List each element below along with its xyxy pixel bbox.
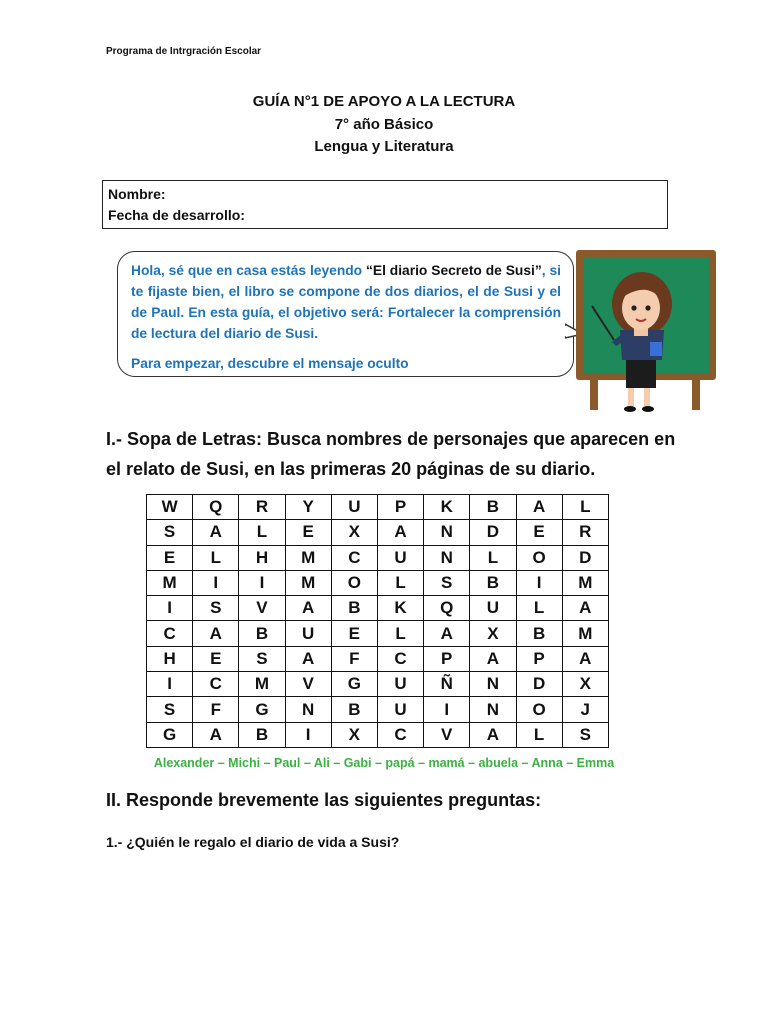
grid-cell: B <box>239 722 285 747</box>
grid-cell: N <box>470 697 516 722</box>
grid-cell: L <box>562 495 608 520</box>
grid-cell: A <box>470 646 516 671</box>
grid-cell: U <box>331 495 377 520</box>
grade-level: 7° año Básico <box>334 116 434 133</box>
grid-cell: H <box>147 646 193 671</box>
grid-row <box>147 520 609 545</box>
grid-cell: X <box>562 672 608 697</box>
grid-cell: Y <box>285 495 331 520</box>
grid-cell: B <box>470 495 516 520</box>
grid-cell: G <box>239 697 285 722</box>
grid-cell: H <box>239 545 285 570</box>
grid-cell: M <box>562 570 608 595</box>
character-names-list: Alexander – Michi – Paul – Ali – Gabi – papá – mamá – abuela – Anna – Emma <box>153 756 615 770</box>
grid-cell: I <box>285 722 331 747</box>
bubble-rest: , si te fijaste bien, el libro se compone de dos diarios, el de Susi y el de Paul. En esta guía, el objetivo será: Fortalecer la comprensión de lectura del diario de Susi. <box>131 263 561 341</box>
bubble-cut-text: Para empezar, descubre el mensaje oculto <box>131 356 409 371</box>
grid-cell: O <box>516 697 562 722</box>
grid-cell: U <box>377 672 423 697</box>
grid-cell: R <box>239 495 285 520</box>
bubble-intro: Hola, sé que en casa estás leyendo <box>131 263 366 278</box>
grid-cell: Q <box>424 596 470 621</box>
grid-cell: U <box>377 697 423 722</box>
grid-cell: L <box>193 545 239 570</box>
program-name: Programa de Intrgración Escolar <box>106 46 262 57</box>
grid-cell: F <box>193 697 239 722</box>
grid-cell: D <box>516 672 562 697</box>
question-1: 1.- ¿Quién le regalo el diario de vida a Susi? <box>106 834 400 850</box>
grid-cell: X <box>331 722 377 747</box>
grid-cell: B <box>331 697 377 722</box>
grid-row <box>147 495 609 520</box>
grid-cell: G <box>147 722 193 747</box>
grid-cell: U <box>285 621 331 646</box>
grid-cell: F <box>331 646 377 671</box>
grid-row <box>147 596 609 621</box>
grid-cell: A <box>285 596 331 621</box>
grid-row <box>147 621 609 646</box>
grid-cell: S <box>147 520 193 545</box>
grid-cell: R <box>562 520 608 545</box>
grid-cell: Ñ <box>424 672 470 697</box>
grid-cell: D <box>470 520 516 545</box>
grid-cell: Q <box>193 495 239 520</box>
grid-row <box>147 672 609 697</box>
guide-title: GUÍA N°1 DE APOYO A LA LECTURA <box>252 93 516 110</box>
grid-cell: C <box>331 545 377 570</box>
grid-cell: U <box>377 545 423 570</box>
grid-cell: A <box>193 520 239 545</box>
grid-cell: I <box>147 672 193 697</box>
grid-cell: O <box>516 545 562 570</box>
student-info-box <box>102 180 668 229</box>
grid-cell: S <box>424 570 470 595</box>
grid-cell: X <box>470 621 516 646</box>
grid-cell: P <box>516 646 562 671</box>
bubble-text <box>131 260 561 344</box>
grid-cell: W <box>147 495 193 520</box>
grid-cell: A <box>377 520 423 545</box>
name-label: Nombre: <box>108 186 166 202</box>
grid-cell: O <box>331 570 377 595</box>
grid-cell: A <box>193 621 239 646</box>
grid-cell: C <box>377 646 423 671</box>
grid-cell: K <box>424 495 470 520</box>
speech-bubble <box>117 251 574 377</box>
word-search-grid <box>146 494 609 748</box>
date-label: Fecha de desarrollo: <box>108 207 245 223</box>
grid-cell: A <box>562 596 608 621</box>
grid-cell: L <box>377 570 423 595</box>
grid-cell: I <box>193 570 239 595</box>
grid-cell: S <box>193 596 239 621</box>
grid-cell: I <box>424 697 470 722</box>
grid-cell: M <box>147 570 193 595</box>
book-title: “El diario Secreto de Susi” <box>365 263 542 278</box>
grid-cell: E <box>147 545 193 570</box>
grid-cell: N <box>470 672 516 697</box>
grid-cell: N <box>285 697 331 722</box>
grid-cell: I <box>239 570 285 595</box>
subject: Lengua y Literatura <box>314 138 454 155</box>
teacher-illustration <box>570 248 720 413</box>
grid-cell: S <box>147 697 193 722</box>
grid-cell: C <box>147 621 193 646</box>
grid-cell: M <box>285 545 331 570</box>
grid-cell: B <box>470 570 516 595</box>
grid-row <box>147 646 609 671</box>
grid-cell: L <box>516 722 562 747</box>
grid-cell: M <box>285 570 331 595</box>
grid-cell: D <box>562 545 608 570</box>
grid-cell: L <box>377 621 423 646</box>
grid-cell: P <box>377 495 423 520</box>
grid-cell: A <box>470 722 516 747</box>
grid-row <box>147 570 609 595</box>
grid-cell: C <box>193 672 239 697</box>
grid-cell: G <box>331 672 377 697</box>
grid-cell: N <box>424 520 470 545</box>
grid-cell: L <box>239 520 285 545</box>
grid-cell: B <box>516 621 562 646</box>
grid-cell: V <box>239 596 285 621</box>
grid-cell: E <box>516 520 562 545</box>
grid-cell: E <box>285 520 331 545</box>
grid-cell: A <box>424 621 470 646</box>
grid-cell: M <box>562 621 608 646</box>
grid-cell: V <box>424 722 470 747</box>
grid-cell: K <box>377 596 423 621</box>
grid-cell: I <box>147 596 193 621</box>
grid-cell: L <box>516 596 562 621</box>
grid-cell: B <box>239 621 285 646</box>
grid-row <box>147 545 609 570</box>
grid-cell: U <box>470 596 516 621</box>
grid-cell: A <box>193 722 239 747</box>
section-2-heading: II. Responde brevemente las siguientes preguntas: <box>106 790 542 810</box>
grid-cell: L <box>470 545 516 570</box>
grid-cell: C <box>377 722 423 747</box>
grid-cell: S <box>562 722 608 747</box>
grid-cell: P <box>424 646 470 671</box>
grid-cell: A <box>516 495 562 520</box>
grid-cell: J <box>562 697 608 722</box>
grid-cell: M <box>239 672 285 697</box>
grid-cell: B <box>331 596 377 621</box>
grid-cell: V <box>285 672 331 697</box>
grid-cell: X <box>331 520 377 545</box>
section-1-heading: I.- Sopa de Letras: Busca nombres de personajes que aparecen en el relato de Susi, en las primeras 20 páginas de su diario. <box>106 429 676 479</box>
grid-row <box>147 697 609 722</box>
grid-cell: I <box>516 570 562 595</box>
grid-cell: S <box>239 646 285 671</box>
grid-cell: E <box>331 621 377 646</box>
grid-row <box>147 722 609 747</box>
grid-cell: E <box>193 646 239 671</box>
grid-cell: A <box>285 646 331 671</box>
grid-cell: A <box>562 646 608 671</box>
grid-cell: N <box>424 545 470 570</box>
